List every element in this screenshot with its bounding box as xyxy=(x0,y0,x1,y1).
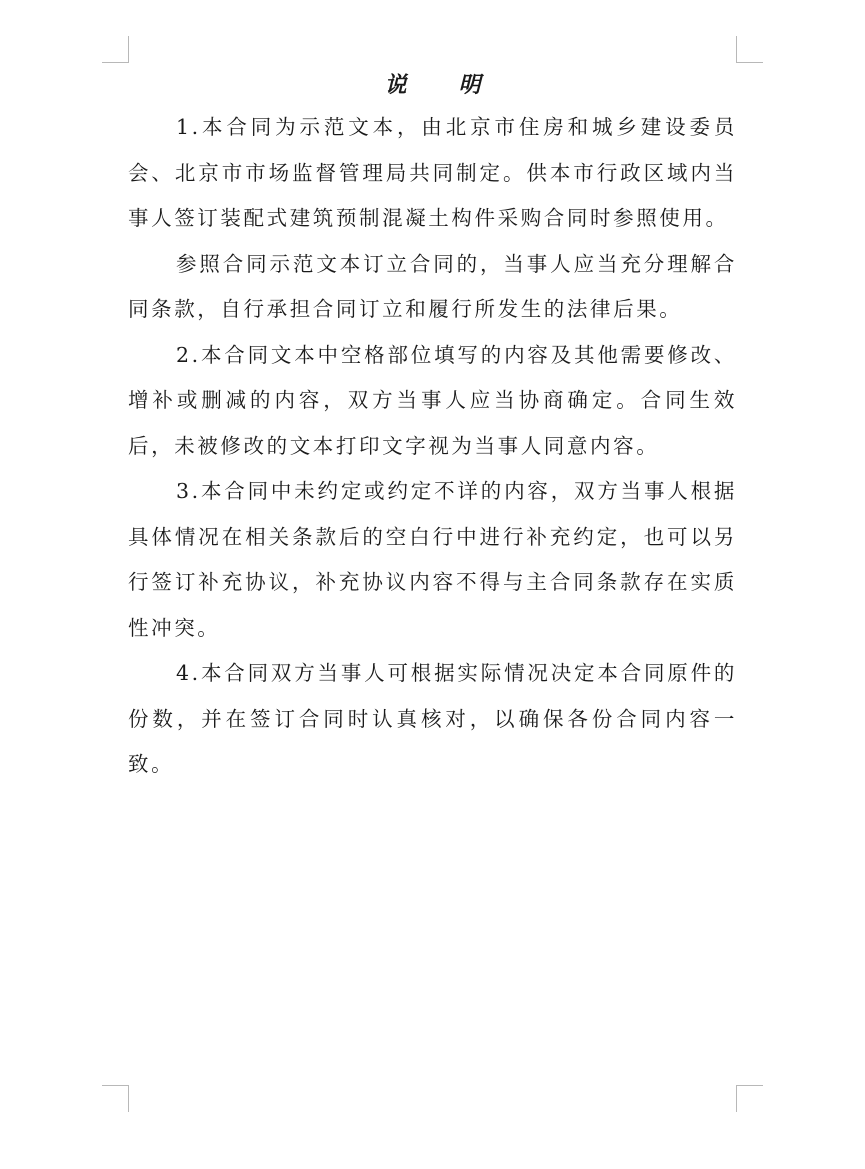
paragraph-1: 1.本合同为示范文本，由北京市住房和城乡建设委员会、北京市市场监督管理局共同制定。供本市行政区域内当事人签订装配式建筑预制混凝土构件采购合同时参照使用。 xyxy=(128,115,737,230)
paragraph-5: 4.本合同双方当事人可根据实际情况决定本合同原件的份数，并在签订合同时认真核对，以确保各份合同内容一致。 xyxy=(128,661,737,776)
page-title: 说明 xyxy=(384,73,533,98)
paragraph-3: 2.本合同文本中空格部位填写的内容及其他需要修改、增补或删减的内容，双方当事人应当协商确定。合同生效后，未被修改的文本打印文字视为当事人同意内容。 xyxy=(128,342,737,458)
paragraph-4: 3.本合同中未约定或约定不详的内容，双方当事人根据具体情况在相关条款后的空白行中进行补充约定，也可以另行签订补充协议，补充协议内容不得与主合同条款存在实质性冲突。 xyxy=(128,479,737,640)
crop-mark-bottom-right xyxy=(736,1085,763,1112)
document-body xyxy=(128,105,737,788)
crop-mark-top-left xyxy=(102,36,129,63)
paragraph-2: 参照合同示范文本订立合同的，当事人应当充分理解合同条款，自行承担合同订立和履行所发生的法律后果。 xyxy=(128,251,737,321)
crop-mark-top-right xyxy=(736,36,763,63)
crop-mark-bottom-left xyxy=(102,1085,129,1112)
